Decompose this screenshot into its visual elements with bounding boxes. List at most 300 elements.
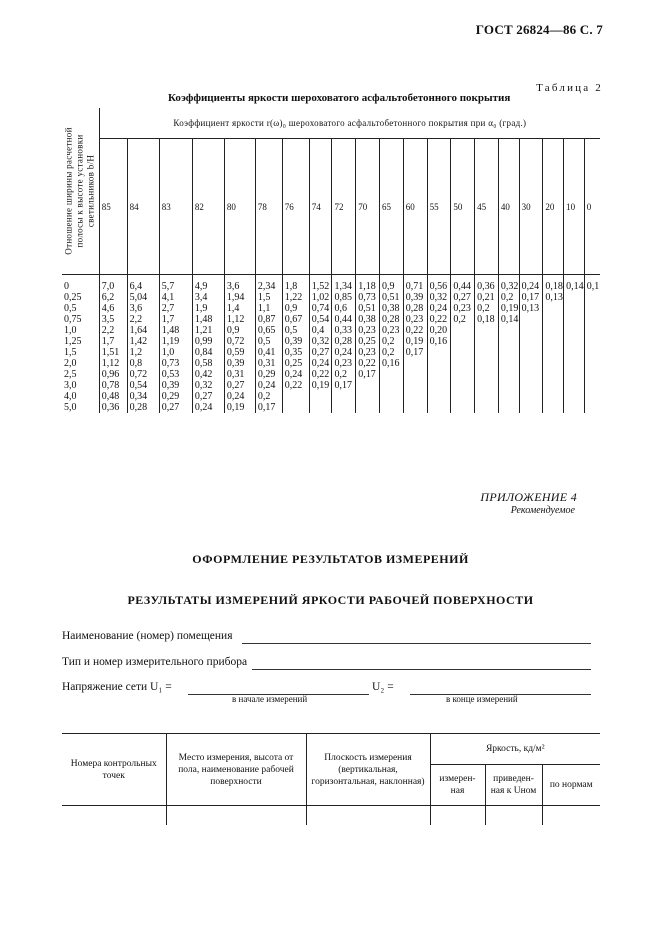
table-cell bbox=[451, 391, 475, 402]
table-cell: 5,04 bbox=[127, 292, 159, 303]
table-cell bbox=[584, 347, 600, 358]
table-cell bbox=[498, 325, 519, 336]
table-cell: 0,2 bbox=[255, 391, 282, 402]
table-cell: 0,2 bbox=[380, 336, 404, 347]
table-cell bbox=[451, 347, 475, 358]
table-cell: 0,73 bbox=[356, 292, 380, 303]
table-cell: 2,7 bbox=[159, 303, 192, 314]
table-cell bbox=[543, 314, 564, 325]
table-cell: 0,48 bbox=[101, 391, 120, 402]
column-header-30: 30 bbox=[519, 139, 543, 275]
column-header-20: 20 bbox=[543, 139, 564, 275]
table-cell: 0,24 bbox=[519, 275, 543, 293]
table-cell bbox=[427, 402, 451, 413]
table-cell: 1,18 bbox=[356, 275, 380, 293]
table-cell bbox=[451, 380, 475, 391]
table-cell bbox=[519, 358, 543, 369]
table-cell bbox=[380, 380, 404, 391]
table-cell: 0,24 bbox=[282, 369, 309, 380]
table-cell bbox=[451, 358, 475, 369]
table-cell: 0,23 bbox=[356, 325, 380, 336]
table-cell bbox=[519, 347, 543, 358]
table-cell bbox=[584, 402, 600, 413]
empty-cell[interactable] bbox=[306, 806, 430, 826]
table-cell: 3,4 bbox=[192, 292, 224, 303]
table-cell: 0,13 bbox=[543, 292, 564, 303]
empty-cell[interactable] bbox=[485, 806, 542, 826]
table-cell: 0,34 bbox=[127, 391, 159, 402]
table-cell: 0,28 bbox=[332, 336, 356, 347]
group-header: Коэффициент яркости r(ω)₀ шероховатого асфальтобетонного покрытия при α₀ (град.) bbox=[99, 108, 600, 139]
end-caption: в конце измерений bbox=[446, 694, 518, 704]
column-header-82: 82 bbox=[192, 139, 224, 275]
table-cell: 4,9 bbox=[192, 275, 224, 293]
table-cell bbox=[475, 325, 499, 336]
table-cell bbox=[498, 380, 519, 391]
table1-title: Коэффициенты яркости шероховатого асфальтобетонного покрытия bbox=[168, 92, 511, 104]
table-cell: 0,29 bbox=[159, 391, 192, 402]
table-cell: 0,78 bbox=[101, 380, 120, 391]
table-cell bbox=[475, 369, 499, 380]
table-cell: 0,51 bbox=[356, 303, 380, 314]
table-cell: 0,17 bbox=[332, 380, 356, 391]
column-header-70: 70 bbox=[356, 139, 380, 275]
table-cell bbox=[584, 314, 600, 325]
column-header-60: 60 bbox=[403, 139, 427, 275]
table-cell: 0,23 bbox=[451, 303, 475, 314]
table-cell: 0,27 bbox=[192, 391, 224, 402]
row-label: 0 bbox=[62, 275, 99, 293]
table-cell: 0,28 bbox=[403, 303, 427, 314]
table-cell bbox=[543, 391, 564, 402]
table-cell: 0,32 bbox=[309, 336, 332, 347]
table-cell: 0,25 bbox=[282, 358, 309, 369]
table-cell: 0,24 bbox=[255, 380, 282, 391]
section-heading: ОФОРМЛЕНИЕ РЕЗУЛЬТАТОВ ИЗМЕРЕНИЙ bbox=[192, 552, 469, 566]
table-cell bbox=[282, 402, 309, 413]
table-cell bbox=[498, 402, 519, 413]
table-cell: 0,6 bbox=[332, 303, 356, 314]
table-cell bbox=[498, 391, 519, 402]
table-cell: 0,19 bbox=[498, 303, 519, 314]
column-header-85: 85 bbox=[99, 139, 127, 275]
col-measured: измерен-ная bbox=[430, 765, 485, 806]
table-cell bbox=[519, 325, 543, 336]
table-cell: 0,73 bbox=[159, 358, 192, 369]
table-cell bbox=[519, 380, 543, 391]
table-cell bbox=[451, 336, 475, 347]
table-cell bbox=[403, 391, 427, 402]
row-label: 4,0 bbox=[62, 391, 99, 402]
room-label: Наименование (номер) помещения bbox=[62, 630, 233, 642]
table-cell: 0,17 bbox=[519, 292, 543, 303]
table-cell: 0,67 bbox=[282, 314, 309, 325]
table-cell: 0,22 bbox=[356, 358, 380, 369]
table-cell bbox=[475, 380, 499, 391]
table-cell: 0,39 bbox=[403, 292, 427, 303]
table-cell: 1,0 bbox=[159, 347, 192, 358]
table-row bbox=[62, 347, 600, 358]
table-row bbox=[62, 402, 600, 413]
column-header-0: 0 bbox=[584, 139, 600, 275]
table-cell bbox=[356, 402, 380, 413]
table-cell: 0,21 bbox=[475, 292, 499, 303]
form-heading: РЕЗУЛЬТАТЫ ИЗМЕРЕНИЙ ЯРКОСТИ РАБОЧЕЙ ПОВЕРХНОСТИ bbox=[127, 593, 534, 607]
table-cell bbox=[282, 391, 309, 402]
row-label: 1,5 bbox=[62, 347, 99, 358]
column-header-80: 80 bbox=[224, 139, 255, 275]
table-cell bbox=[332, 402, 356, 413]
table-cell bbox=[519, 336, 543, 347]
table-cell: 0,65 bbox=[255, 325, 282, 336]
column-header-72: 72 bbox=[332, 139, 356, 275]
table-cell bbox=[498, 369, 519, 380]
table-cell: 0,16 bbox=[380, 358, 404, 369]
table-cell: 0,99 bbox=[192, 336, 224, 347]
table-cell bbox=[475, 347, 499, 358]
table-cell: 0,18 bbox=[543, 275, 564, 293]
table-cell bbox=[584, 303, 600, 314]
table-cell: 1,94 bbox=[224, 292, 255, 303]
table-cell: 0,44 bbox=[451, 275, 475, 293]
table-cell: 1,52 bbox=[309, 275, 332, 293]
column-header-74: 74 bbox=[309, 139, 332, 275]
table-cell: 0,31 bbox=[255, 358, 282, 369]
table-cell: 0,38 bbox=[356, 314, 380, 325]
table-cell: 2,2 bbox=[127, 314, 159, 325]
table-cell: 6,4 bbox=[127, 275, 159, 293]
table-cell: 0,54 bbox=[127, 380, 159, 391]
table-cell bbox=[519, 369, 543, 380]
column-header-78: 78 bbox=[255, 139, 282, 275]
table-cell bbox=[309, 391, 332, 402]
table-row bbox=[62, 325, 600, 336]
column-header-50: 50 bbox=[451, 139, 475, 275]
table-cell: 0,51 bbox=[380, 292, 404, 303]
table-cell: 0,35 bbox=[282, 347, 309, 358]
table-cell: 0,23 bbox=[332, 358, 356, 369]
table-cell: 0,41 bbox=[255, 347, 282, 358]
table-cell: 0,56 bbox=[427, 275, 451, 293]
table-cell bbox=[564, 303, 585, 314]
table-cell: 0,31 bbox=[224, 369, 255, 380]
table-cell: 0,20 bbox=[427, 325, 451, 336]
table-cell: 0,25 bbox=[356, 336, 380, 347]
table-cell: 4,1 bbox=[159, 292, 192, 303]
table-cell: 1,34 bbox=[332, 275, 356, 293]
table-cell bbox=[584, 325, 600, 336]
table-cell: 0,18 bbox=[475, 314, 499, 325]
table-cell bbox=[543, 358, 564, 369]
table-cell: 6,2 bbox=[101, 292, 115, 303]
table-cell: 0,32 bbox=[427, 292, 451, 303]
table-cell bbox=[403, 369, 427, 380]
table-cell bbox=[564, 369, 585, 380]
table-cell: 0,32 bbox=[192, 380, 224, 391]
table-cell bbox=[564, 347, 585, 358]
table-cell bbox=[475, 402, 499, 413]
table-row bbox=[62, 806, 600, 826]
row-label: 1,0 bbox=[62, 325, 99, 336]
column-header-76: 76 bbox=[282, 139, 309, 275]
table-cell bbox=[475, 391, 499, 402]
table-cell: 0,22 bbox=[309, 369, 332, 380]
table-label: Таблица 2 bbox=[536, 82, 603, 94]
table-cell: 0,19 bbox=[224, 402, 255, 413]
table-cell: 4,6 bbox=[101, 303, 115, 314]
u2-label: U₂ = bbox=[372, 681, 394, 693]
table-cell bbox=[427, 358, 451, 369]
table-cell bbox=[380, 391, 404, 402]
table-cell: 0,5 bbox=[282, 325, 309, 336]
table-cell: 0,2 bbox=[380, 347, 404, 358]
table-cell bbox=[519, 314, 543, 325]
table-cell: 0,2 bbox=[451, 314, 475, 325]
column-header-83: 83 bbox=[159, 139, 192, 275]
table-cell: 0,8 bbox=[127, 358, 159, 369]
table-cell bbox=[543, 303, 564, 314]
col-measurement-plane: Плоскость измерения (вертикальная, горизонтальная, наклонная) bbox=[306, 734, 430, 806]
table-cell bbox=[543, 325, 564, 336]
column-header-45: 45 bbox=[475, 139, 499, 275]
table-cell: 0,22 bbox=[427, 314, 451, 325]
table-cell: 0,9 bbox=[224, 325, 255, 336]
table-cell: 1,7 bbox=[101, 336, 115, 347]
table-cell bbox=[543, 380, 564, 391]
table-cell bbox=[332, 391, 356, 402]
table-cell: 1,9 bbox=[192, 303, 224, 314]
table-cell: 1,12 bbox=[101, 358, 120, 369]
row-header-text: Отношение ширины расчетной полосы к высоте установки светильников b/H bbox=[63, 127, 96, 255]
row-label: 3,0 bbox=[62, 380, 99, 391]
table-row bbox=[62, 303, 600, 314]
table-cell: 0,14 bbox=[564, 275, 585, 293]
table-cell bbox=[498, 336, 519, 347]
table-cell: 0,36 bbox=[101, 402, 120, 413]
table-cell bbox=[564, 292, 585, 303]
table-cell bbox=[475, 336, 499, 347]
row-header-cell bbox=[62, 108, 99, 275]
table-cell bbox=[380, 369, 404, 380]
table-cell bbox=[451, 325, 475, 336]
table-cell bbox=[380, 402, 404, 413]
table-cell: 0,28 bbox=[127, 402, 159, 413]
table-cell: 1,51 bbox=[101, 347, 120, 358]
table-cell: 0,19 bbox=[309, 380, 332, 391]
table-cell: 3,6 bbox=[224, 275, 255, 293]
table-cell: 0,44 bbox=[332, 314, 356, 325]
table-cell: 1,12 bbox=[224, 314, 255, 325]
table-cell: 0,17 bbox=[356, 369, 380, 380]
row-label: 0,25 bbox=[62, 292, 99, 303]
table-cell bbox=[427, 380, 451, 391]
table-cell: 0,27 bbox=[451, 292, 475, 303]
table-cell: 0,16 bbox=[427, 336, 451, 347]
table-cell: 0,54 bbox=[309, 314, 332, 325]
table-cell: 0,28 bbox=[380, 314, 404, 325]
table-cell: 0,2 bbox=[475, 303, 499, 314]
row-label: 2,5 bbox=[62, 369, 99, 380]
table-cell bbox=[543, 369, 564, 380]
table-cell bbox=[427, 391, 451, 402]
table-cell: 0,4 bbox=[309, 325, 332, 336]
column-header-84: 84 bbox=[127, 139, 159, 275]
table-cell: 0,17 bbox=[255, 402, 282, 413]
table-cell bbox=[519, 402, 543, 413]
table-cell: 0,13 bbox=[519, 303, 543, 314]
table-cell bbox=[403, 380, 427, 391]
table-cell: 3,5 bbox=[101, 314, 115, 325]
table-cell: 5,7 bbox=[159, 275, 192, 293]
table-cell: 0,2 bbox=[498, 292, 519, 303]
table-cell: 0,24 bbox=[427, 303, 451, 314]
table-row bbox=[62, 369, 600, 380]
table-cell: 0,96 bbox=[101, 369, 120, 380]
table-cell: 0,38 bbox=[380, 303, 404, 314]
instrument-input-line[interactable] bbox=[252, 669, 591, 670]
table-cell bbox=[564, 336, 585, 347]
table-cell: 0,58 bbox=[192, 358, 224, 369]
table-cell bbox=[309, 402, 332, 413]
table-cell: 1,02 bbox=[309, 292, 332, 303]
table-cell: 1,48 bbox=[159, 325, 192, 336]
table-cell: 0,9 bbox=[380, 275, 404, 293]
table-cell bbox=[543, 347, 564, 358]
table-cell bbox=[403, 402, 427, 413]
brightness-coefficients-table bbox=[62, 108, 600, 413]
table-cell bbox=[584, 391, 600, 402]
table-cell: 0,23 bbox=[356, 347, 380, 358]
voltage-label: Напряжение сети U₁ = bbox=[62, 681, 172, 693]
column-header-40: 40 bbox=[498, 139, 519, 275]
table-cell: 0,39 bbox=[159, 380, 192, 391]
table-cell: 0,22 bbox=[403, 325, 427, 336]
table-cell: 2,2 bbox=[101, 325, 115, 336]
empty-cell[interactable] bbox=[542, 806, 600, 826]
table-cell: 0,29 bbox=[255, 369, 282, 380]
table-cell: 0,84 bbox=[192, 347, 224, 358]
row-label: 5,0 bbox=[62, 402, 99, 413]
empty-cell[interactable] bbox=[430, 806, 485, 826]
table-cell bbox=[564, 391, 585, 402]
table-cell: 1,5 bbox=[255, 292, 282, 303]
column-header-55: 55 bbox=[427, 139, 451, 275]
table-cell: 1,21 bbox=[192, 325, 224, 336]
table-cell: 0,32 bbox=[498, 275, 519, 293]
table-cell bbox=[543, 336, 564, 347]
table-cell: 0,9 bbox=[282, 303, 309, 314]
col-control-points: Номера контрольных точек bbox=[62, 734, 166, 806]
table-cell: 7,0 bbox=[101, 281, 115, 292]
appendix-subtitle: Рекомендуемое bbox=[510, 505, 575, 516]
table-cell: 1,42 bbox=[127, 336, 159, 347]
table-cell: 1,4 bbox=[224, 303, 255, 314]
table-cell bbox=[564, 358, 585, 369]
instrument-label: Тип и номер измерительного прибора bbox=[62, 656, 248, 668]
col-reduced: приведен-ная к Uном bbox=[485, 765, 542, 806]
col-brightness-group: Яркость, кд/м² bbox=[430, 734, 600, 765]
table-cell: 0,24 bbox=[309, 358, 332, 369]
table-row bbox=[62, 292, 600, 303]
table-cell: 1,22 bbox=[282, 292, 309, 303]
table-cell: 0,24 bbox=[192, 402, 224, 413]
table-cell: 0,27 bbox=[224, 380, 255, 391]
table-cell: 2,34 bbox=[255, 275, 282, 293]
table-cell: 0,27 bbox=[159, 402, 192, 413]
table-cell: 3,6 bbox=[127, 303, 159, 314]
table-row bbox=[62, 314, 600, 325]
table-cell: 0,72 bbox=[224, 336, 255, 347]
table-cell: 0,39 bbox=[224, 358, 255, 369]
appendix-title: ПРИЛОЖЕНИЕ 4 bbox=[480, 490, 577, 504]
table-cell: 0,36 bbox=[475, 275, 499, 293]
table-cell: 0,23 bbox=[380, 325, 404, 336]
measurement-results-table bbox=[62, 733, 600, 825]
room-input-line[interactable] bbox=[242, 643, 591, 644]
table-cell: 1,7 bbox=[159, 314, 192, 325]
table-cell bbox=[519, 391, 543, 402]
table-cell bbox=[564, 314, 585, 325]
table-cell bbox=[564, 402, 585, 413]
table-cell: 0,42 bbox=[192, 369, 224, 380]
table-cell bbox=[451, 402, 475, 413]
table-cell: 0,22 bbox=[282, 380, 309, 391]
empty-cell[interactable] bbox=[62, 806, 166, 826]
table-cell: 0,27 bbox=[309, 347, 332, 358]
table-cell bbox=[584, 358, 600, 369]
table-cell bbox=[564, 325, 585, 336]
col-measurement-place: Место измерения, высота от пола, наименование рабочей поверхности bbox=[166, 734, 306, 806]
table-cell bbox=[584, 292, 600, 303]
table-row bbox=[62, 336, 600, 347]
table-cell: 0,5 bbox=[255, 336, 282, 347]
table-cell bbox=[584, 380, 600, 391]
row-label: 0,5 bbox=[62, 303, 99, 314]
table-row bbox=[62, 391, 600, 402]
table-cell: 0,85 bbox=[332, 292, 356, 303]
row-label: 1,25 bbox=[62, 336, 99, 347]
table-cell bbox=[403, 358, 427, 369]
table-cell bbox=[584, 369, 600, 380]
page-header: ГОСТ 26824—86 С. 7 bbox=[475, 22, 603, 37]
table-cell: 1,64 bbox=[127, 325, 159, 336]
empty-cell[interactable] bbox=[166, 806, 306, 826]
table-row bbox=[62, 380, 600, 391]
table-cell bbox=[356, 391, 380, 402]
table-cell: 0,59 bbox=[224, 347, 255, 358]
row-label: 2,0 bbox=[62, 358, 99, 369]
col-norm: по нормам bbox=[542, 765, 600, 806]
row-label: 0,75 bbox=[62, 314, 99, 325]
table-cell: 0,72 bbox=[127, 369, 159, 380]
table-cell bbox=[498, 347, 519, 358]
table-cell: 0,74 bbox=[309, 303, 332, 314]
table-cell bbox=[356, 380, 380, 391]
table-cell bbox=[427, 347, 451, 358]
table-cell: 0,1 bbox=[584, 275, 600, 293]
table-cell: 0,53 bbox=[159, 369, 192, 380]
table-cell: 0,33 bbox=[332, 325, 356, 336]
table-cell bbox=[584, 336, 600, 347]
column-header-65: 65 bbox=[380, 139, 404, 275]
table-cell bbox=[427, 369, 451, 380]
table-cell: 1,8 bbox=[282, 275, 309, 293]
table-cell: 1,2 bbox=[127, 347, 159, 358]
table-cell bbox=[564, 380, 585, 391]
table-cell: 0,14 bbox=[498, 314, 519, 325]
table-cell: 0,2 bbox=[332, 369, 356, 380]
table-cell: 1,19 bbox=[159, 336, 192, 347]
